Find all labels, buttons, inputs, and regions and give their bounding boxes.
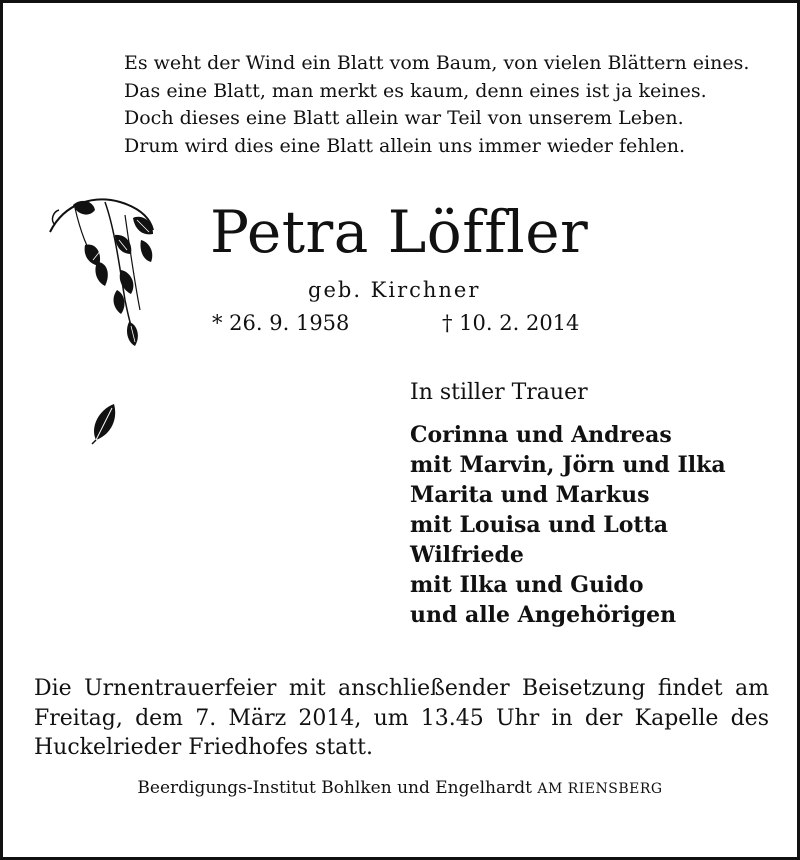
- mourners-list: [410, 420, 726, 630]
- funeral-home-name: Beerdigungs-Institut Bohlken und Engelhardt: [137, 778, 532, 798]
- poem-line: Es weht der Wind ein Blatt vom Baum, von vielen Blättern eines.: [124, 52, 750, 74]
- birth-name: geb. Kirchner: [308, 278, 481, 302]
- mourner-name: mit Marvin, Jörn und Ilka: [410, 452, 726, 478]
- mourner-name: mit Louisa und Lotta: [410, 512, 669, 538]
- mourner-name: mit Ilka und Guido: [410, 572, 644, 598]
- deceased-name: Petra Löffler: [210, 198, 589, 266]
- mourner-name: Marita und Markus: [410, 482, 650, 508]
- falling-leaf-icon: [88, 400, 122, 446]
- ceremony-line: Die Urnentrauerfeier mit anschließender Beisetzung findet am: [34, 676, 769, 701]
- ceremony-line: Huckelrieder Friedhofes statt.: [34, 735, 373, 760]
- poem-line: Drum wird dies eine Blatt allein uns immer wieder fehlen.: [124, 134, 686, 157]
- mourner-name: Wilfriede: [410, 542, 524, 568]
- poem-line: Doch dieses eine Blatt allein war Teil von unserem Leben.: [124, 107, 684, 129]
- funeral-home: [0, 778, 800, 798]
- mourner-name: Corinna und Andreas: [410, 422, 672, 448]
- leaf-branch-icon: [45, 190, 175, 360]
- poem: [124, 50, 784, 160]
- birth-date: * 26. 9. 1958: [212, 311, 350, 335]
- death-date: † 10. 2. 2014: [442, 311, 580, 335]
- mourning-intro: In stiller Trauer: [410, 380, 588, 405]
- funeral-home-address: AM RIENSBERG: [537, 781, 663, 797]
- ceremony-text: [34, 674, 769, 763]
- ceremony-line: Freitag, dem 7. März 2014, um 13.45 Uhr in der Kapelle des: [34, 705, 769, 731]
- mourner-name: und alle Angehörigen: [410, 602, 677, 628]
- poem-line: Das eine Blatt, man merkt es kaum, denn eines ist ja keines.: [124, 79, 707, 102]
